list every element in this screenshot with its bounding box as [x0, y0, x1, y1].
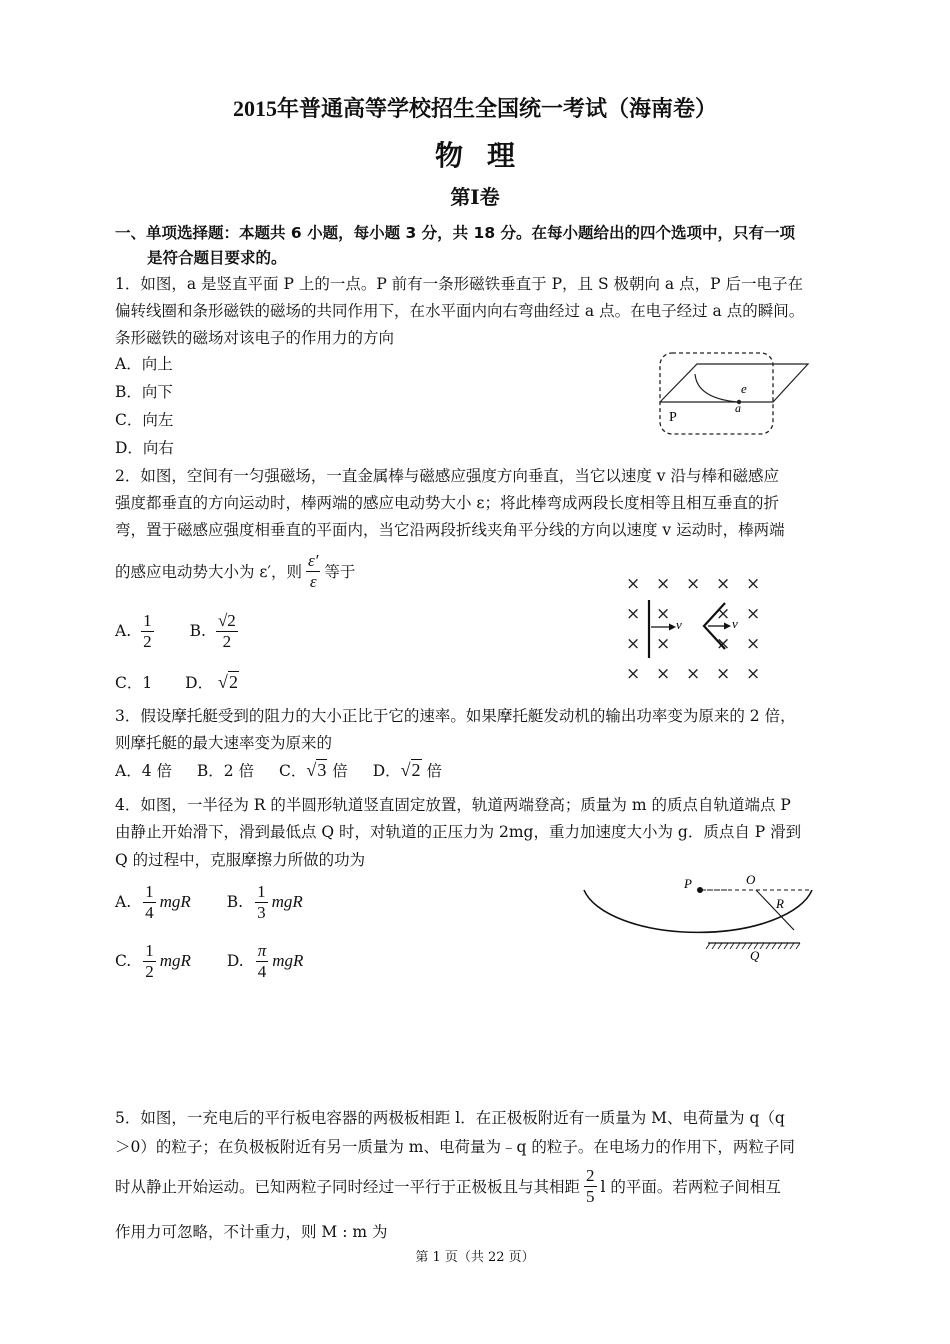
q3-option-a: A．4 倍: [115, 762, 172, 780]
q1-option-a: A．向上: [115, 355, 173, 373]
q5-line3-text-a: 时从静止开始运动。已知两粒子同时经过一平行于正极板且与其相距: [115, 1178, 581, 1196]
q4-option-a-label: A.: [115, 893, 132, 911]
q2-option-b-num: √2: [217, 610, 236, 630]
q4-option-a-num: 1: [145, 881, 154, 901]
q4-option-b-num: 1: [257, 881, 266, 901]
q1-option-d: D．向右: [115, 439, 174, 457]
q4-option-d-label: D.: [226, 952, 244, 970]
label-v1: v: [676, 617, 682, 632]
q2-option-b-label: B.: [189, 622, 206, 640]
q2-ratio-fraction: [306, 551, 320, 591]
section-heading-line2: 是符合题目要求的。: [147, 249, 287, 267]
cross: ×: [656, 574, 671, 594]
q1-option-c: C．向左: [115, 411, 174, 429]
electron-path: [695, 374, 737, 402]
q2-option-d-label: D．: [185, 674, 214, 692]
cross: ×: [626, 574, 641, 594]
q4-option-b-den: 3: [257, 902, 266, 922]
cross: ×: [626, 664, 641, 684]
q4-option-b-frac: [255, 882, 268, 922]
page-footer: 第 1 页（共 22 页）: [415, 1250, 535, 1265]
q4-figure: [580, 872, 815, 964]
q2-ratio-den: ε: [309, 571, 317, 591]
cross: ×: [746, 604, 761, 624]
q4-option-a-den: 4: [145, 902, 154, 922]
q5-frac-den: 5: [586, 1186, 595, 1206]
exam-title: 2015年普通高等学校招生全国统一考试（海南卷）: [232, 96, 717, 121]
q2-line4-text-b: 等于: [324, 563, 356, 581]
label-a: a: [735, 401, 741, 415]
q4-line3: Q 的过程中，克服摩擦力所做的功为: [115, 851, 366, 869]
cross: ×: [716, 604, 731, 624]
q3-option-d-unit: 倍: [426, 762, 442, 780]
q2-option-a-den: 2: [143, 631, 152, 651]
cross: ×: [716, 634, 731, 654]
q2-line4: [115, 546, 355, 596]
q4-option-a-tail: mgR: [159, 892, 191, 911]
q3-option-b: B．2 倍: [196, 762, 255, 780]
label-r: R: [776, 896, 784, 911]
q2-line4-text-a: 的感应电动势大小为 ε′，则: [115, 563, 302, 581]
q5-line3-text-b: l 的平面。若两粒子间相互: [600, 1178, 781, 1196]
plane-p: [660, 364, 808, 402]
q2-option-c: C．1: [115, 674, 153, 692]
part-title: 第I卷: [450, 185, 500, 209]
q4-option-d-num: π: [257, 940, 267, 960]
q2-option-a-frac: [141, 611, 154, 651]
q3-option-c-sqrt: √3: [306, 760, 327, 780]
q1-line2: 偏转线圈和条形磁铁的磁场的共同作用下，在水平面内向右弯曲经过 a 点。在电子经过 a 点的瞬间。: [115, 302, 805, 320]
q1-figure: [655, 350, 815, 440]
cross: ×: [746, 574, 761, 594]
point-p: [697, 887, 703, 893]
q3-line2: 则摩托艇的最大速率变为原来的: [115, 734, 333, 752]
subject-title: 物理: [434, 139, 539, 172]
label-v2: v: [732, 616, 738, 631]
q3-line1: 3．假设摩托艇受到的阻力的大小正比于它的速率。如果摩托艇发动机的输出功率变为原来的 2 倍，: [115, 707, 796, 725]
q4-option-b-tail: mgR: [271, 892, 303, 911]
q5-frac-num: 2: [586, 1165, 595, 1185]
q4-option-c-frac: [143, 941, 156, 981]
q2-options-ab: [115, 606, 242, 656]
cross-field: [626, 574, 760, 684]
cross: ×: [746, 634, 761, 654]
label-p: P: [669, 410, 677, 425]
q4-line2: 由静止开始滑下，滑到最低点 Q 时，对轨道的正压力为 2mg，重力加速度大小为 g．质点自 P 滑到: [115, 823, 802, 841]
magnet-outline: [660, 353, 773, 434]
q1-line1: 1．如图，a 是竖直平面 P 上的一点。P 前有一条形磁铁垂直于 P，且 S 极朝向 a 点，P 后一电子在: [115, 275, 803, 293]
q2-options-cd: [115, 671, 239, 693]
section-heading-line1: 一、单项选择题：本题共 6 小题，每小题 3 分，共 18 分。在每小题给出的四个选项中，只有一项: [115, 224, 796, 242]
q2-ratio-num: ε′: [307, 550, 319, 570]
q5-line2: ＞0）的粒子；在负极板附近有另一质量为 m、电荷量为﹣q 的粒子。在电场力的作用下，两粒子同: [115, 1138, 795, 1156]
q5-line4: 作用力可忽略，不计重力，则 M : m 为: [115, 1223, 388, 1241]
q5-line3: [115, 1162, 781, 1210]
cross: ×: [746, 664, 761, 684]
label-q: Q: [750, 948, 760, 963]
q3-option-d-label: D．: [372, 762, 401, 780]
q4-options-cd: [115, 935, 303, 987]
q2-figure: [622, 570, 772, 684]
q4-line1: 4．如图，一半径为 R 的半圆形轨道竖直固定放置，轨道两端登高；质量为 m 的质点自轨道端点 P: [115, 796, 791, 814]
q3-options: [115, 759, 442, 781]
cross: ×: [686, 574, 701, 594]
q2-option-d-sqrt: √2: [218, 672, 238, 692]
q4-option-c-num: 1: [145, 940, 154, 960]
cross: ×: [686, 664, 701, 684]
q1-option-b: B．向下: [115, 383, 173, 401]
cross: ×: [716, 574, 731, 594]
q2-line2: 强度都垂直的方向运动时，棒两端的感应电动势大小 ε；将此棒弯成两段长度相等且相互垂直的折: [115, 494, 779, 512]
label-e: e: [741, 381, 747, 396]
q5-distance-fraction: [584, 1166, 597, 1206]
q3-option-d-sqrt: √2: [400, 760, 421, 780]
q1-line3: 条形磁铁的磁场对该电子的作用力的方向: [115, 329, 395, 347]
q3-option-c-value: 3: [317, 760, 327, 780]
q4-option-c-label: C.: [115, 952, 132, 970]
q3-option-c-label: C．: [279, 762, 307, 780]
q4-option-d-den: 4: [257, 961, 267, 981]
q2-line1: 2．如图，空间有一匀强磁场，一直金属棒与磁感应强度方向垂直，当它以速度 v 沿与棒和磁感应: [115, 467, 779, 485]
q4-option-c-tail: mgR: [159, 951, 191, 970]
q3-option-c-unit: 倍: [332, 762, 348, 780]
cross: ×: [716, 664, 731, 684]
label-p: P: [684, 876, 692, 891]
q4-option-b-label: B.: [226, 893, 244, 911]
q5-line1: 5．如图，一充电后的平行板电容器的两极板相距 l．在正极板附近有一质量为 M、电荷量为 q（q: [115, 1109, 785, 1127]
q4-option-d-tail: mgR: [272, 951, 304, 970]
q4-option-c-den: 2: [145, 961, 154, 981]
q2-line3: 弯，置于磁感应强度相垂直的平面内，当它沿两段折线夹角平分线的方向以速度 v 运动时，棒两端: [115, 521, 785, 539]
q2-option-a-num: 1: [143, 610, 152, 630]
cross: ×: [656, 604, 671, 624]
q2-option-b-frac: [216, 611, 238, 651]
cross: ×: [656, 634, 671, 654]
q4-option-d-frac: [256, 941, 269, 981]
q2-option-b-den: 2: [222, 631, 232, 651]
cross: ×: [656, 664, 671, 684]
q2-option-d-value: 2: [228, 672, 238, 692]
q2-option-a-label: A.: [115, 622, 132, 640]
cross: ×: [626, 604, 641, 624]
q3-option-d-value: 2: [411, 760, 421, 780]
q4-options-ab: [115, 876, 303, 928]
velocity-arrowhead-1: [669, 624, 676, 631]
label-o: O: [746, 872, 756, 887]
cross: ×: [626, 634, 641, 654]
q4-option-a-frac: [143, 882, 156, 922]
